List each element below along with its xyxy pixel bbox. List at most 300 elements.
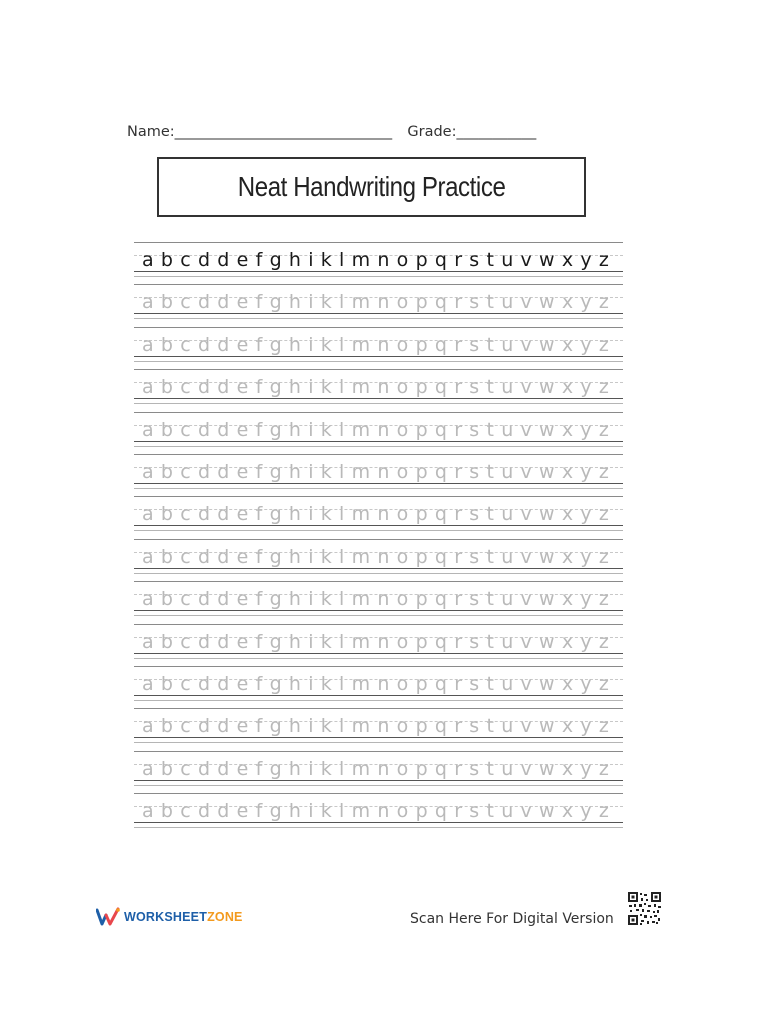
- trace-letter[interactable]: f: [255, 503, 263, 526]
- trace-letter[interactable]: n: [377, 757, 390, 780]
- trace-letter[interactable]: d: [197, 672, 211, 695]
- trace-letter[interactable]: g: [269, 333, 282, 356]
- trace-letter[interactable]: c: [180, 291, 191, 314]
- trace-letter[interactable]: x: [561, 630, 574, 653]
- trace-letter[interactable]: o: [396, 545, 409, 568]
- trace-letter[interactable]: h: [288, 418, 301, 441]
- trace-letter[interactable]: h: [288, 503, 301, 526]
- trace-letter[interactable]: k: [320, 715, 332, 738]
- trace-letter[interactable]: q: [434, 545, 447, 568]
- trace-letter[interactable]: p: [415, 672, 428, 695]
- trace-letter[interactable]: m: [351, 715, 371, 738]
- trace-letter[interactable]: c: [180, 672, 191, 695]
- trace-letter[interactable]: c: [180, 715, 191, 738]
- trace-letter[interactable]: l: [339, 503, 345, 526]
- trace-letter[interactable]: m: [351, 800, 371, 823]
- trace-letter[interactable]: i: [308, 291, 314, 314]
- trace-letter[interactable]: c: [180, 503, 191, 526]
- trace-letter[interactable]: g: [269, 503, 282, 526]
- trace-letter[interactable]: y: [580, 715, 592, 738]
- trace-letter[interactable]: y: [580, 291, 592, 314]
- trace-letter[interactable]: m: [351, 545, 371, 568]
- trace-letter[interactable]: t: [486, 630, 494, 653]
- trace-letter[interactable]: n: [377, 545, 390, 568]
- trace-letter[interactable]: t: [486, 800, 494, 823]
- trace-letter[interactable]: m: [351, 757, 371, 780]
- trace-letter[interactable]: k: [320, 757, 332, 780]
- trace-letter[interactable]: x: [561, 545, 574, 568]
- trace-letter[interactable]: e: [236, 630, 249, 653]
- trace-letter[interactable]: q: [434, 503, 447, 526]
- trace-letter[interactable]: a: [142, 333, 154, 356]
- trace-letter[interactable]: k: [320, 418, 332, 441]
- trace-letter[interactable]: q: [434, 460, 447, 483]
- trace-letter[interactable]: y: [580, 503, 592, 526]
- trace-letter[interactable]: z: [598, 333, 609, 356]
- trace-letter[interactable]: g: [269, 757, 282, 780]
- trace-letter[interactable]: d: [197, 333, 211, 356]
- trace-letter[interactable]: b: [160, 630, 173, 653]
- trace-letter[interactable]: y: [580, 333, 592, 356]
- trace-letter[interactable]: h: [288, 800, 301, 823]
- trace-letter[interactable]: r: [454, 715, 463, 738]
- trace-letter[interactable]: s: [469, 503, 480, 526]
- trace-letter[interactable]: b: [160, 672, 173, 695]
- trace-letter[interactable]: m: [351, 376, 371, 399]
- trace-letter[interactable]: v: [520, 291, 532, 314]
- trace-letter[interactable]: y: [580, 545, 592, 568]
- trace-letter[interactable]: b: [160, 588, 173, 611]
- trace-letter[interactable]: n: [377, 376, 390, 399]
- trace-letter[interactable]: u: [501, 757, 514, 780]
- trace-letter[interactable]: b: [160, 333, 173, 356]
- trace-letter[interactable]: g: [269, 630, 282, 653]
- trace-letter[interactable]: o: [396, 333, 409, 356]
- trace-letter[interactable]: g: [269, 418, 282, 441]
- trace-letter[interactable]: a: [142, 503, 154, 526]
- trace-letter[interactable]: z: [598, 376, 609, 399]
- trace-letter[interactable]: p: [415, 545, 428, 568]
- trace-letter[interactable]: d: [197, 376, 211, 399]
- trace-letter[interactable]: u: [501, 545, 514, 568]
- trace-letter[interactable]: c: [180, 757, 191, 780]
- trace-letter[interactable]: p: [415, 757, 428, 780]
- trace-letter[interactable]: a: [142, 630, 154, 653]
- trace-letter[interactable]: s: [469, 800, 480, 823]
- trace-letter[interactable]: q: [434, 291, 447, 314]
- trace-letter[interactable]: h: [288, 545, 301, 568]
- trace-letter[interactable]: s: [469, 291, 480, 314]
- trace-letter[interactable]: l: [339, 545, 345, 568]
- trace-letter[interactable]: i: [308, 418, 314, 441]
- trace-letter[interactable]: y: [580, 630, 592, 653]
- trace-letter[interactable]: r: [454, 503, 463, 526]
- trace-letter[interactable]: h: [288, 630, 301, 653]
- trace-letter[interactable]: l: [339, 460, 345, 483]
- trace-letter[interactable]: i: [308, 460, 314, 483]
- trace-letter[interactable]: w: [539, 672, 555, 695]
- trace-letter[interactable]: h: [288, 376, 301, 399]
- trace-letter[interactable]: s: [469, 376, 480, 399]
- trace-letter[interactable]: n: [377, 630, 390, 653]
- trace-letter[interactable]: q: [434, 800, 447, 823]
- trace-letter[interactable]: k: [320, 291, 332, 314]
- trace-letter[interactable]: l: [339, 588, 345, 611]
- trace-letter[interactable]: i: [308, 376, 314, 399]
- trace-letter[interactable]: w: [539, 376, 555, 399]
- trace-letter[interactable]: z: [598, 630, 609, 653]
- trace-letter[interactable]: i: [308, 545, 314, 568]
- trace-letter[interactable]: x: [561, 376, 574, 399]
- trace-letter[interactable]: n: [377, 800, 390, 823]
- trace-letter[interactable]: x: [561, 503, 574, 526]
- trace-letter[interactable]: a: [142, 672, 154, 695]
- trace-letter[interactable]: b: [160, 460, 173, 483]
- trace-letter[interactable]: m: [351, 460, 371, 483]
- trace-letter[interactable]: k: [320, 630, 332, 653]
- trace-letter[interactable]: r: [454, 291, 463, 314]
- trace-letter[interactable]: b: [160, 503, 173, 526]
- trace-letter[interactable]: t: [486, 503, 494, 526]
- trace-letter[interactable]: v: [520, 460, 532, 483]
- trace-letter[interactable]: y: [580, 588, 592, 611]
- trace-letter[interactable]: r: [454, 418, 463, 441]
- trace-letter[interactable]: l: [339, 672, 345, 695]
- trace-letter[interactable]: s: [469, 418, 480, 441]
- trace-letter[interactable]: r: [454, 757, 463, 780]
- trace-letter[interactable]: d: [217, 715, 230, 738]
- trace-letter[interactable]: e: [236, 757, 249, 780]
- trace-letter[interactable]: w: [539, 588, 555, 611]
- trace-letter[interactable]: w: [539, 333, 555, 356]
- trace-letter[interactable]: l: [339, 333, 345, 356]
- trace-letter[interactable]: q: [434, 630, 447, 653]
- trace-letter[interactable]: d: [217, 757, 230, 780]
- trace-letter[interactable]: d: [217, 588, 230, 611]
- trace-letter[interactable]: v: [520, 588, 532, 611]
- trace-letter[interactable]: g: [269, 460, 282, 483]
- trace-letter[interactable]: y: [580, 757, 592, 780]
- trace-letter[interactable]: d: [197, 757, 211, 780]
- trace-letter[interactable]: z: [598, 291, 609, 314]
- trace-letter[interactable]: m: [351, 588, 371, 611]
- trace-letter[interactable]: f: [255, 715, 263, 738]
- trace-letter[interactable]: p: [415, 291, 428, 314]
- trace-letter[interactable]: w: [539, 418, 555, 441]
- trace-letter[interactable]: q: [434, 588, 447, 611]
- trace-letter[interactable]: x: [561, 672, 574, 695]
- trace-letter[interactable]: p: [415, 588, 428, 611]
- trace-letter[interactable]: t: [486, 757, 494, 780]
- trace-letter[interactable]: f: [255, 291, 263, 314]
- trace-letter[interactable]: h: [288, 291, 301, 314]
- trace-letter[interactable]: l: [339, 291, 345, 314]
- trace-letter[interactable]: t: [486, 376, 494, 399]
- trace-letter[interactable]: f: [255, 545, 263, 568]
- trace-letter[interactable]: q: [434, 418, 447, 441]
- trace-letter[interactable]: k: [320, 376, 332, 399]
- trace-letter[interactable]: d: [217, 800, 230, 823]
- grade-field-label[interactable]: Grade:___________: [407, 124, 537, 140]
- trace-letter[interactable]: r: [454, 333, 463, 356]
- trace-letter[interactable]: q: [434, 757, 447, 780]
- trace-letter[interactable]: e: [236, 715, 249, 738]
- trace-letter[interactable]: d: [197, 460, 211, 483]
- trace-letter[interactable]: t: [486, 588, 494, 611]
- trace-letter[interactable]: i: [308, 588, 314, 611]
- trace-letter[interactable]: e: [236, 333, 249, 356]
- trace-letter[interactable]: n: [377, 333, 390, 356]
- trace-letter[interactable]: a: [142, 291, 154, 314]
- trace-letter[interactable]: v: [520, 757, 532, 780]
- trace-letter[interactable]: k: [320, 672, 332, 695]
- trace-letter[interactable]: b: [160, 376, 173, 399]
- trace-letter[interactable]: y: [580, 376, 592, 399]
- trace-letter[interactable]: x: [561, 800, 574, 823]
- trace-letter[interactable]: p: [415, 418, 428, 441]
- trace-letter[interactable]: u: [501, 672, 514, 695]
- trace-letter[interactable]: z: [598, 800, 609, 823]
- trace-letter[interactable]: b: [160, 715, 173, 738]
- trace-letter[interactable]: i: [308, 672, 314, 695]
- trace-letter[interactable]: h: [288, 333, 301, 356]
- trace-letter[interactable]: d: [217, 333, 230, 356]
- trace-letter[interactable]: d: [197, 630, 211, 653]
- trace-letter[interactable]: d: [217, 503, 230, 526]
- trace-letter[interactable]: s: [469, 715, 480, 738]
- trace-letter[interactable]: v: [520, 715, 532, 738]
- name-field-label[interactable]: Name:______________________________: [127, 124, 393, 140]
- trace-letter[interactable]: f: [255, 757, 263, 780]
- trace-letter[interactable]: z: [598, 588, 609, 611]
- trace-letter[interactable]: o: [396, 460, 409, 483]
- trace-letter[interactable]: x: [561, 418, 574, 441]
- trace-letter[interactable]: f: [255, 418, 263, 441]
- trace-letter[interactable]: k: [320, 800, 332, 823]
- trace-letter[interactable]: o: [396, 291, 409, 314]
- trace-letter[interactable]: d: [217, 630, 230, 653]
- trace-letter[interactable]: l: [339, 418, 345, 441]
- trace-letter[interactable]: h: [288, 715, 301, 738]
- trace-letter[interactable]: c: [180, 460, 191, 483]
- trace-letter[interactable]: h: [288, 588, 301, 611]
- trace-letter[interactable]: o: [396, 715, 409, 738]
- trace-letter[interactable]: o: [396, 376, 409, 399]
- trace-letter[interactable]: m: [351, 291, 371, 314]
- trace-letter[interactable]: t: [486, 545, 494, 568]
- trace-letter[interactable]: n: [377, 291, 390, 314]
- trace-letter[interactable]: m: [351, 503, 371, 526]
- trace-letter[interactable]: i: [308, 630, 314, 653]
- trace-letter[interactable]: u: [501, 460, 514, 483]
- trace-letter[interactable]: d: [197, 545, 211, 568]
- trace-letter[interactable]: p: [415, 333, 428, 356]
- trace-letter[interactable]: l: [339, 800, 345, 823]
- trace-letter[interactable]: u: [501, 715, 514, 738]
- trace-letter[interactable]: f: [255, 588, 263, 611]
- trace-letter[interactable]: r: [454, 460, 463, 483]
- trace-letter[interactable]: g: [269, 545, 282, 568]
- trace-letter[interactable]: d: [197, 418, 211, 441]
- trace-letter[interactable]: w: [539, 757, 555, 780]
- trace-letter[interactable]: x: [561, 588, 574, 611]
- trace-letter[interactable]: x: [561, 291, 574, 314]
- trace-letter[interactable]: v: [520, 800, 532, 823]
- trace-letter[interactable]: u: [501, 630, 514, 653]
- trace-letter[interactable]: s: [469, 672, 480, 695]
- trace-letter[interactable]: c: [180, 418, 191, 441]
- trace-letter[interactable]: u: [501, 503, 514, 526]
- trace-letter[interactable]: n: [377, 503, 390, 526]
- trace-letter[interactable]: t: [486, 460, 494, 483]
- trace-letter[interactable]: q: [434, 376, 447, 399]
- trace-letter[interactable]: o: [396, 418, 409, 441]
- trace-letter[interactable]: p: [415, 630, 428, 653]
- trace-letter[interactable]: p: [415, 376, 428, 399]
- trace-letter[interactable]: i: [308, 503, 314, 526]
- trace-letter[interactable]: d: [197, 291, 211, 314]
- trace-letter[interactable]: m: [351, 672, 371, 695]
- trace-letter[interactable]: l: [339, 376, 345, 399]
- trace-letter[interactable]: p: [415, 503, 428, 526]
- trace-letter[interactable]: t: [486, 715, 494, 738]
- trace-letter[interactable]: o: [396, 672, 409, 695]
- trace-letter[interactable]: g: [269, 715, 282, 738]
- trace-letter[interactable]: t: [486, 333, 494, 356]
- trace-letter[interactable]: b: [160, 800, 173, 823]
- trace-letter[interactable]: u: [501, 800, 514, 823]
- trace-letter[interactable]: a: [142, 376, 154, 399]
- trace-letter[interactable]: d: [217, 418, 230, 441]
- trace-letter[interactable]: h: [288, 460, 301, 483]
- trace-letter[interactable]: k: [320, 333, 332, 356]
- trace-letter[interactable]: d: [217, 291, 230, 314]
- trace-letter[interactable]: w: [539, 460, 555, 483]
- trace-letter[interactable]: z: [598, 757, 609, 780]
- trace-letter[interactable]: p: [415, 800, 428, 823]
- trace-letter[interactable]: w: [539, 291, 555, 314]
- trace-letter[interactable]: r: [454, 588, 463, 611]
- trace-letter[interactable]: g: [269, 588, 282, 611]
- trace-letter[interactable]: h: [288, 672, 301, 695]
- trace-letter[interactable]: y: [580, 418, 592, 441]
- trace-letter[interactable]: v: [520, 672, 532, 695]
- trace-letter[interactable]: b: [160, 291, 173, 314]
- trace-letter[interactable]: w: [539, 715, 555, 738]
- trace-letter[interactable]: t: [486, 418, 494, 441]
- trace-letter[interactable]: g: [269, 291, 282, 314]
- trace-letter[interactable]: o: [396, 503, 409, 526]
- trace-letter[interactable]: n: [377, 715, 390, 738]
- trace-letter[interactable]: l: [339, 757, 345, 780]
- trace-letter[interactable]: t: [486, 291, 494, 314]
- trace-letter[interactable]: a: [142, 715, 154, 738]
- trace-letter[interactable]: c: [180, 588, 191, 611]
- trace-letter[interactable]: f: [255, 630, 263, 653]
- trace-letter[interactable]: k: [320, 503, 332, 526]
- trace-letter[interactable]: i: [308, 333, 314, 356]
- trace-letter[interactable]: e: [236, 545, 249, 568]
- trace-letter[interactable]: i: [308, 757, 314, 780]
- trace-letter[interactable]: f: [255, 800, 263, 823]
- trace-letter[interactable]: v: [520, 333, 532, 356]
- trace-letter[interactable]: n: [377, 418, 390, 441]
- trace-letter[interactable]: s: [469, 757, 480, 780]
- trace-letter[interactable]: h: [288, 757, 301, 780]
- trace-letter[interactable]: c: [180, 545, 191, 568]
- trace-letter[interactable]: e: [236, 503, 249, 526]
- trace-letter[interactable]: w: [539, 545, 555, 568]
- trace-letter[interactable]: u: [501, 418, 514, 441]
- trace-letter[interactable]: s: [469, 460, 480, 483]
- trace-letter[interactable]: q: [434, 715, 447, 738]
- trace-letter[interactable]: y: [580, 460, 592, 483]
- trace-letter[interactable]: k: [320, 545, 332, 568]
- trace-letter[interactable]: l: [339, 630, 345, 653]
- trace-letter[interactable]: s: [469, 545, 480, 568]
- trace-letter[interactable]: p: [415, 460, 428, 483]
- trace-letter[interactable]: r: [454, 545, 463, 568]
- trace-letter[interactable]: w: [539, 630, 555, 653]
- trace-letter[interactable]: m: [351, 630, 371, 653]
- trace-letter[interactable]: a: [142, 757, 154, 780]
- trace-letter[interactable]: p: [415, 715, 428, 738]
- trace-letter[interactable]: a: [142, 588, 154, 611]
- trace-letter[interactable]: d: [197, 588, 211, 611]
- trace-letter[interactable]: x: [561, 757, 574, 780]
- trace-letter[interactable]: a: [142, 418, 154, 441]
- trace-letter[interactable]: a: [142, 460, 154, 483]
- trace-letter[interactable]: d: [217, 672, 230, 695]
- trace-letter[interactable]: c: [180, 800, 191, 823]
- trace-letter[interactable]: z: [598, 545, 609, 568]
- trace-letter[interactable]: c: [180, 333, 191, 356]
- trace-letter[interactable]: l: [339, 715, 345, 738]
- trace-letter[interactable]: a: [142, 545, 154, 568]
- trace-letter[interactable]: z: [598, 503, 609, 526]
- trace-letter[interactable]: v: [520, 376, 532, 399]
- trace-letter[interactable]: d: [217, 376, 230, 399]
- trace-letter[interactable]: r: [454, 630, 463, 653]
- trace-letter[interactable]: n: [377, 588, 390, 611]
- trace-letter[interactable]: z: [598, 715, 609, 738]
- trace-letter[interactable]: z: [598, 460, 609, 483]
- trace-letter[interactable]: e: [236, 800, 249, 823]
- trace-letter[interactable]: u: [501, 291, 514, 314]
- trace-letter[interactable]: r: [454, 672, 463, 695]
- trace-letter[interactable]: x: [561, 333, 574, 356]
- trace-letter[interactable]: i: [308, 715, 314, 738]
- trace-letter[interactable]: e: [236, 291, 249, 314]
- trace-letter[interactable]: t: [486, 672, 494, 695]
- trace-letter[interactable]: e: [236, 460, 249, 483]
- trace-letter[interactable]: e: [236, 376, 249, 399]
- trace-letter[interactable]: e: [236, 588, 249, 611]
- trace-letter[interactable]: q: [434, 672, 447, 695]
- trace-letter[interactable]: e: [236, 672, 249, 695]
- trace-letter[interactable]: f: [255, 376, 263, 399]
- trace-letter[interactable]: v: [520, 503, 532, 526]
- trace-letter[interactable]: x: [561, 715, 574, 738]
- trace-letter[interactable]: d: [217, 460, 230, 483]
- trace-letter[interactable]: k: [320, 460, 332, 483]
- trace-letter[interactable]: b: [160, 757, 173, 780]
- trace-letter[interactable]: a: [142, 800, 154, 823]
- qr-code-icon[interactable]: [627, 891, 662, 926]
- trace-letter[interactable]: m: [351, 418, 371, 441]
- trace-letter[interactable]: d: [197, 800, 211, 823]
- trace-letter[interactable]: y: [580, 800, 592, 823]
